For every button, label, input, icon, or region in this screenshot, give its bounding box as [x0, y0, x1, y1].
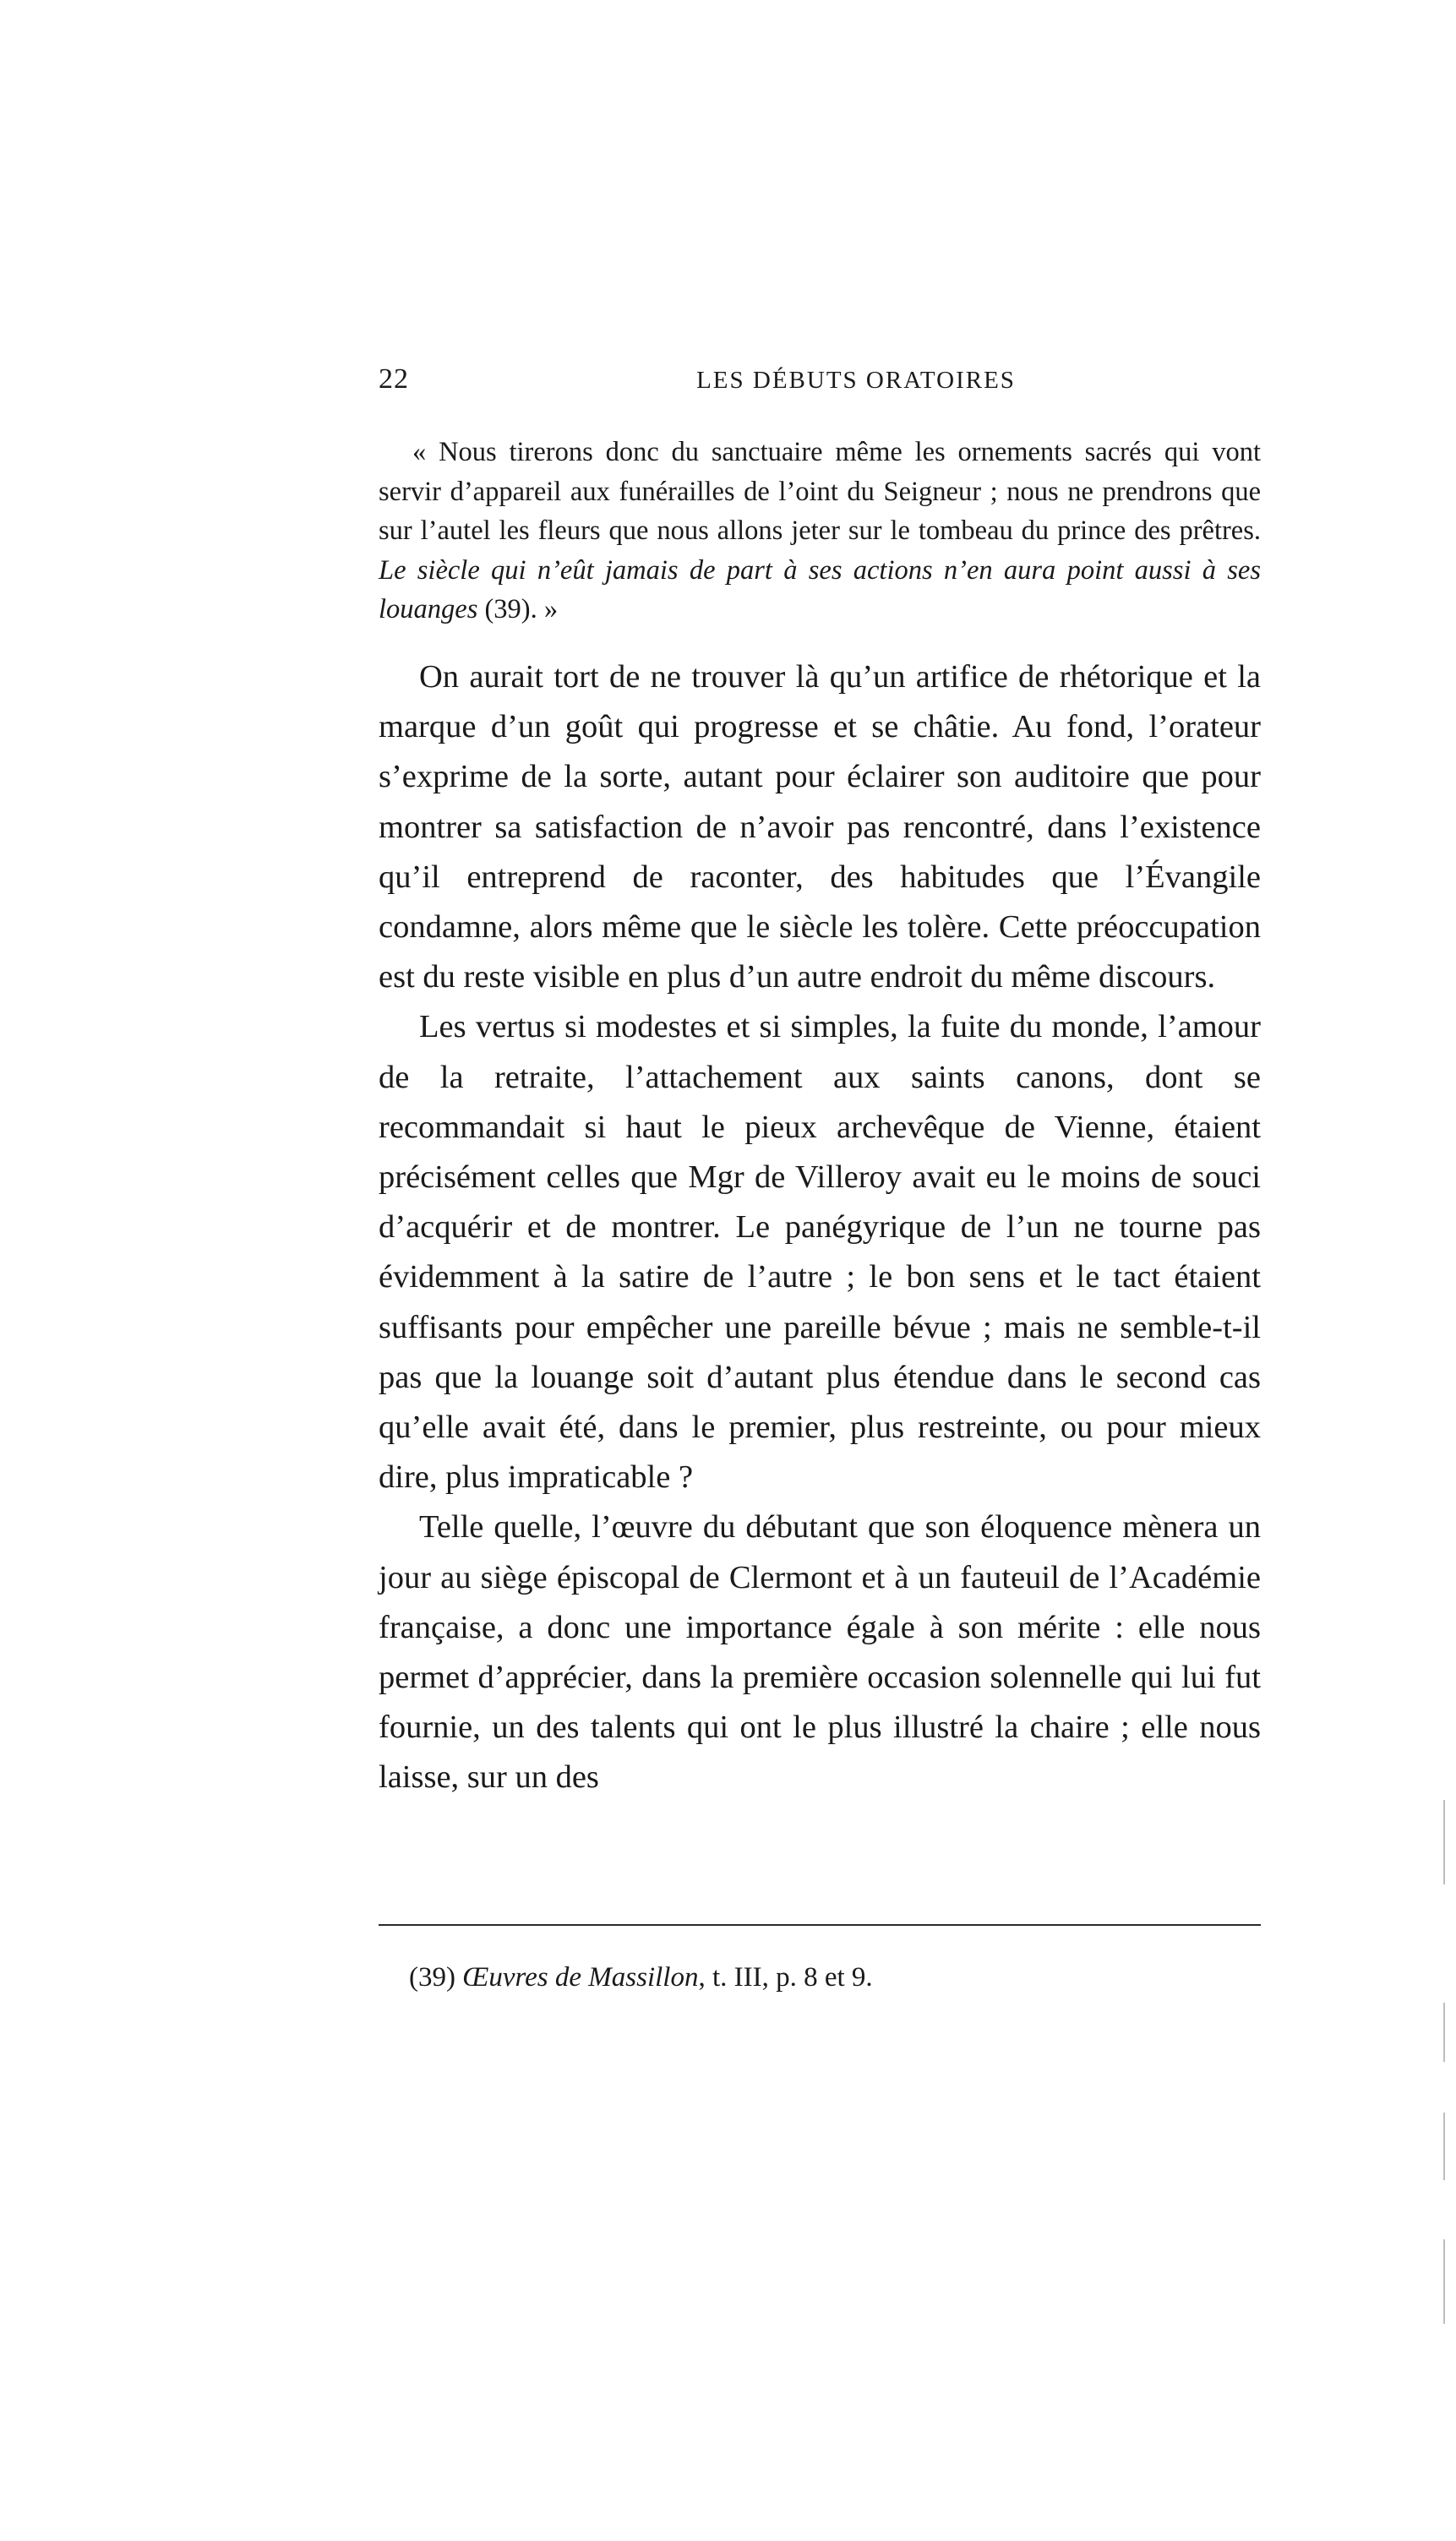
paragraph-3: Telle quelle, l’œuvre du débutant que son éloquence mènera un jour au siège épiscopal de Clermont et à un fauteuil de l’Académie française, a donc une importance égale à son mérite : elle nous permet d’apprécier, dans la première occasion solennelle qui lui fut fournie, un des talents qui ont le plus illustré la chaire ; elle nous laisse, sur un des	[379, 1509, 1261, 1796]
quote-text-start: Nous tirerons donc du sanctuaire même les ornements sacrés qui vont servir d’appareil aux funérailles de l’oint du Seigneur ; nous ne prendrons que sur l’autel les fleurs que nous allons jeter sur le tombeau du prince des prêtres.	[379, 437, 1261, 546]
quote-open-mark: «	[412, 437, 439, 467]
quote-paragraph	[379, 433, 1261, 630]
page-number: 22	[379, 363, 409, 395]
paragraph-2: Les vertus si modestes et si simples, la fuite du monde, l’amour de la retraite, l’attachement aux saints canons, dont se recommandait si haut le pieux archevêque de Vienne, étaient précisément celles que Mgr de Villeroy avait eu le moins de souci d’acquérir et de montrer. Le panégyrique de l’un ne tourne pas évidemment à la satire de l’autre ; le bon sens et le tact étaient suffisants pour empêcher une pareille bévue ; mais ne semble-t-il pas que la louange soit d’autant plus étendue dans le second cas qu’elle avait été, dans le premier, plus restreinte, ou pour mieux dire, plus impraticable ?	[379, 1009, 1261, 1496]
scan-edge-mark-3	[1443, 2113, 1445, 2180]
block-quote	[379, 433, 1261, 630]
footnote	[409, 1959, 1254, 1996]
quote-text-end: (39). »	[477, 594, 559, 624]
footnote-separator	[379, 1924, 1261, 1926]
footnote-text: , t. III, p. 8 et 9.	[698, 1962, 873, 1993]
footnote-italic-title: Œuvres de Massillon	[462, 1962, 699, 1993]
scan-edge-mark-2	[1443, 2003, 1445, 2062]
paragraph-1: On aurait tort de ne trouver là qu’un artifice de rhétorique et la marque d’un goût qui progresse et se châtie. Au fond, l’orateur s’exprime de la sorte, autant pour éclairer son auditoire que pour montrer sa satisfaction de n’avoir pas rencontré, dans l’existence qu’il entreprend de raconter, des habitudes que l’Évangile condamne, alors même que le siècle les tolère. Cette préoccupation est du reste visible en plus d’un autre endroit du même discours.	[379, 659, 1261, 995]
running-title: LES DÉBUTS ORATOIRES	[696, 367, 1016, 394]
body-text	[379, 652, 1261, 1803]
page-header	[379, 363, 1257, 414]
footnote-number: (39)	[409, 1962, 463, 1993]
scan-edge-mark-1	[1443, 1800, 1445, 1884]
quote-italic-text: Le siècle qui n’eût jamais de part à ses actions n’en aura point aussi à ses louanges	[379, 554, 1261, 624]
scan-edge-mark-4	[1443, 2239, 1445, 2324]
